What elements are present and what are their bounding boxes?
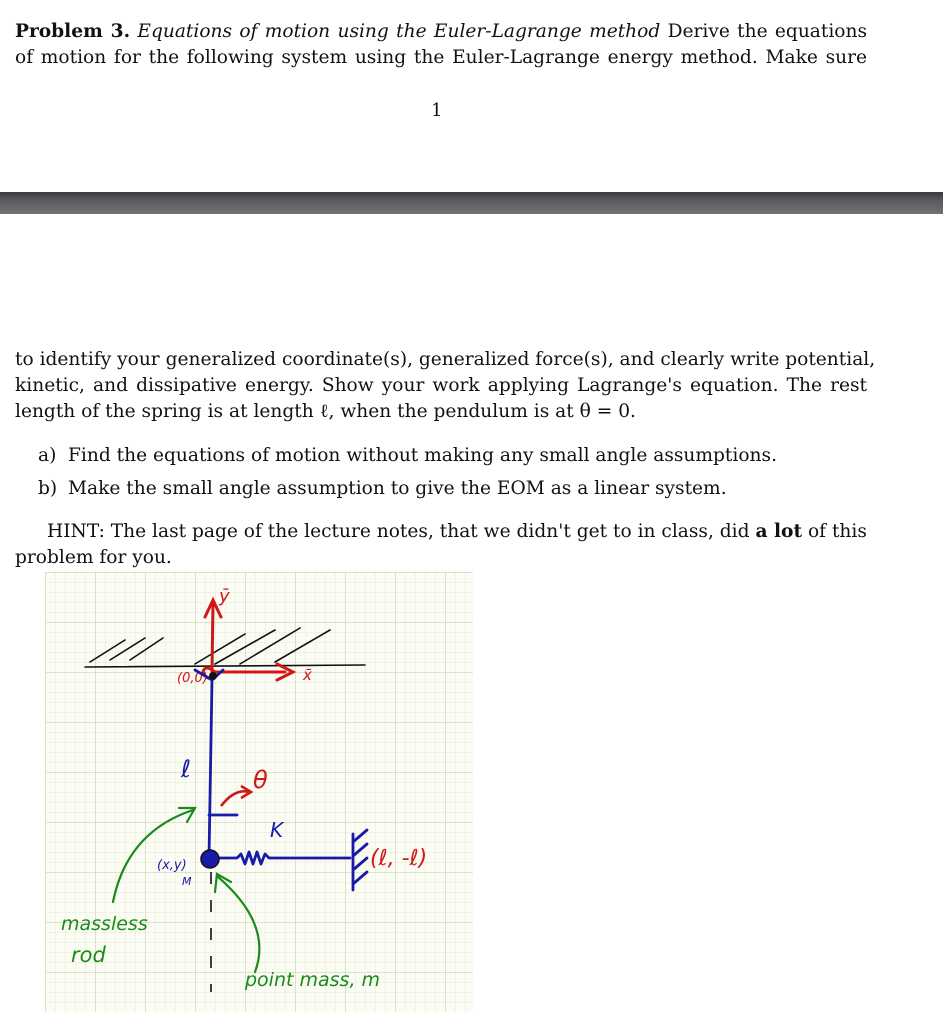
- rod-annotation-line-2: rod: [71, 943, 106, 967]
- length-label: ℓ: [181, 755, 191, 783]
- mass-coord-label: (x,y): [157, 858, 187, 873]
- problem-title: Equations of motion using the Euler-Lagrange method: [137, 21, 661, 42]
- problem-label: Problem 3.: [15, 21, 131, 42]
- pivot-point: [209, 672, 217, 680]
- wall-label: (ℓ, -ℓ): [370, 846, 428, 871]
- hint-line-1: [15, 519, 867, 545]
- problem-statement: [15, 19, 867, 71]
- page-number: 1: [431, 100, 443, 121]
- problem-line-1: [15, 19, 867, 45]
- problem-line-1-rest: Derive the equations: [667, 21, 868, 42]
- y-axis-label: ȳ: [219, 586, 230, 607]
- part-a-marker: a): [38, 445, 57, 466]
- rod-annotation-line-1: massless: [61, 913, 148, 935]
- mass-label: M: [182, 875, 192, 888]
- angle-label: θ: [253, 766, 268, 794]
- part-b-text: Make the small angle assumption to give the EOM as a linear system.: [68, 478, 727, 499]
- y-axis: [212, 602, 213, 672]
- hint-suffix: of this: [807, 521, 867, 542]
- hint-prefix: HINT: The last page of the lecture notes, that we didn't get to in class, did: [47, 521, 750, 542]
- point-mass-annotation: point mass, m: [245, 969, 381, 991]
- body-line-1: to identify your generalized coordinate(s), generalized force(s), and clearly write potential,: [15, 349, 876, 370]
- pendulum-figure: [45, 572, 473, 1012]
- hint-bold: a lot: [755, 521, 803, 542]
- point-mass: [201, 850, 219, 868]
- part-a: [38, 443, 777, 469]
- part-b-marker: b): [38, 478, 58, 499]
- origin-label: (0,0): [177, 671, 208, 686]
- spring-label: K: [270, 818, 284, 842]
- hint-line-2: problem for you.: [15, 547, 172, 568]
- x-axis-label: x̄: [303, 666, 312, 684]
- body-line-2: kinetic, and dissipative energy. Show your work applying Lagrange's equation. The rest: [15, 375, 867, 396]
- body-line-3: length of the spring is at length ℓ, when the pendulum is at θ = 0.: [15, 401, 636, 422]
- body-paragraph: [15, 347, 876, 425]
- part-b: [38, 476, 727, 502]
- part-a-text: Find the equations of motion without making any small angle assumptions.: [68, 445, 777, 466]
- hint-paragraph: [15, 519, 867, 571]
- problem-line-2: of motion for the following system using the Euler-Lagrange energy method. Make sure: [15, 47, 867, 68]
- page-divider: [0, 192, 943, 214]
